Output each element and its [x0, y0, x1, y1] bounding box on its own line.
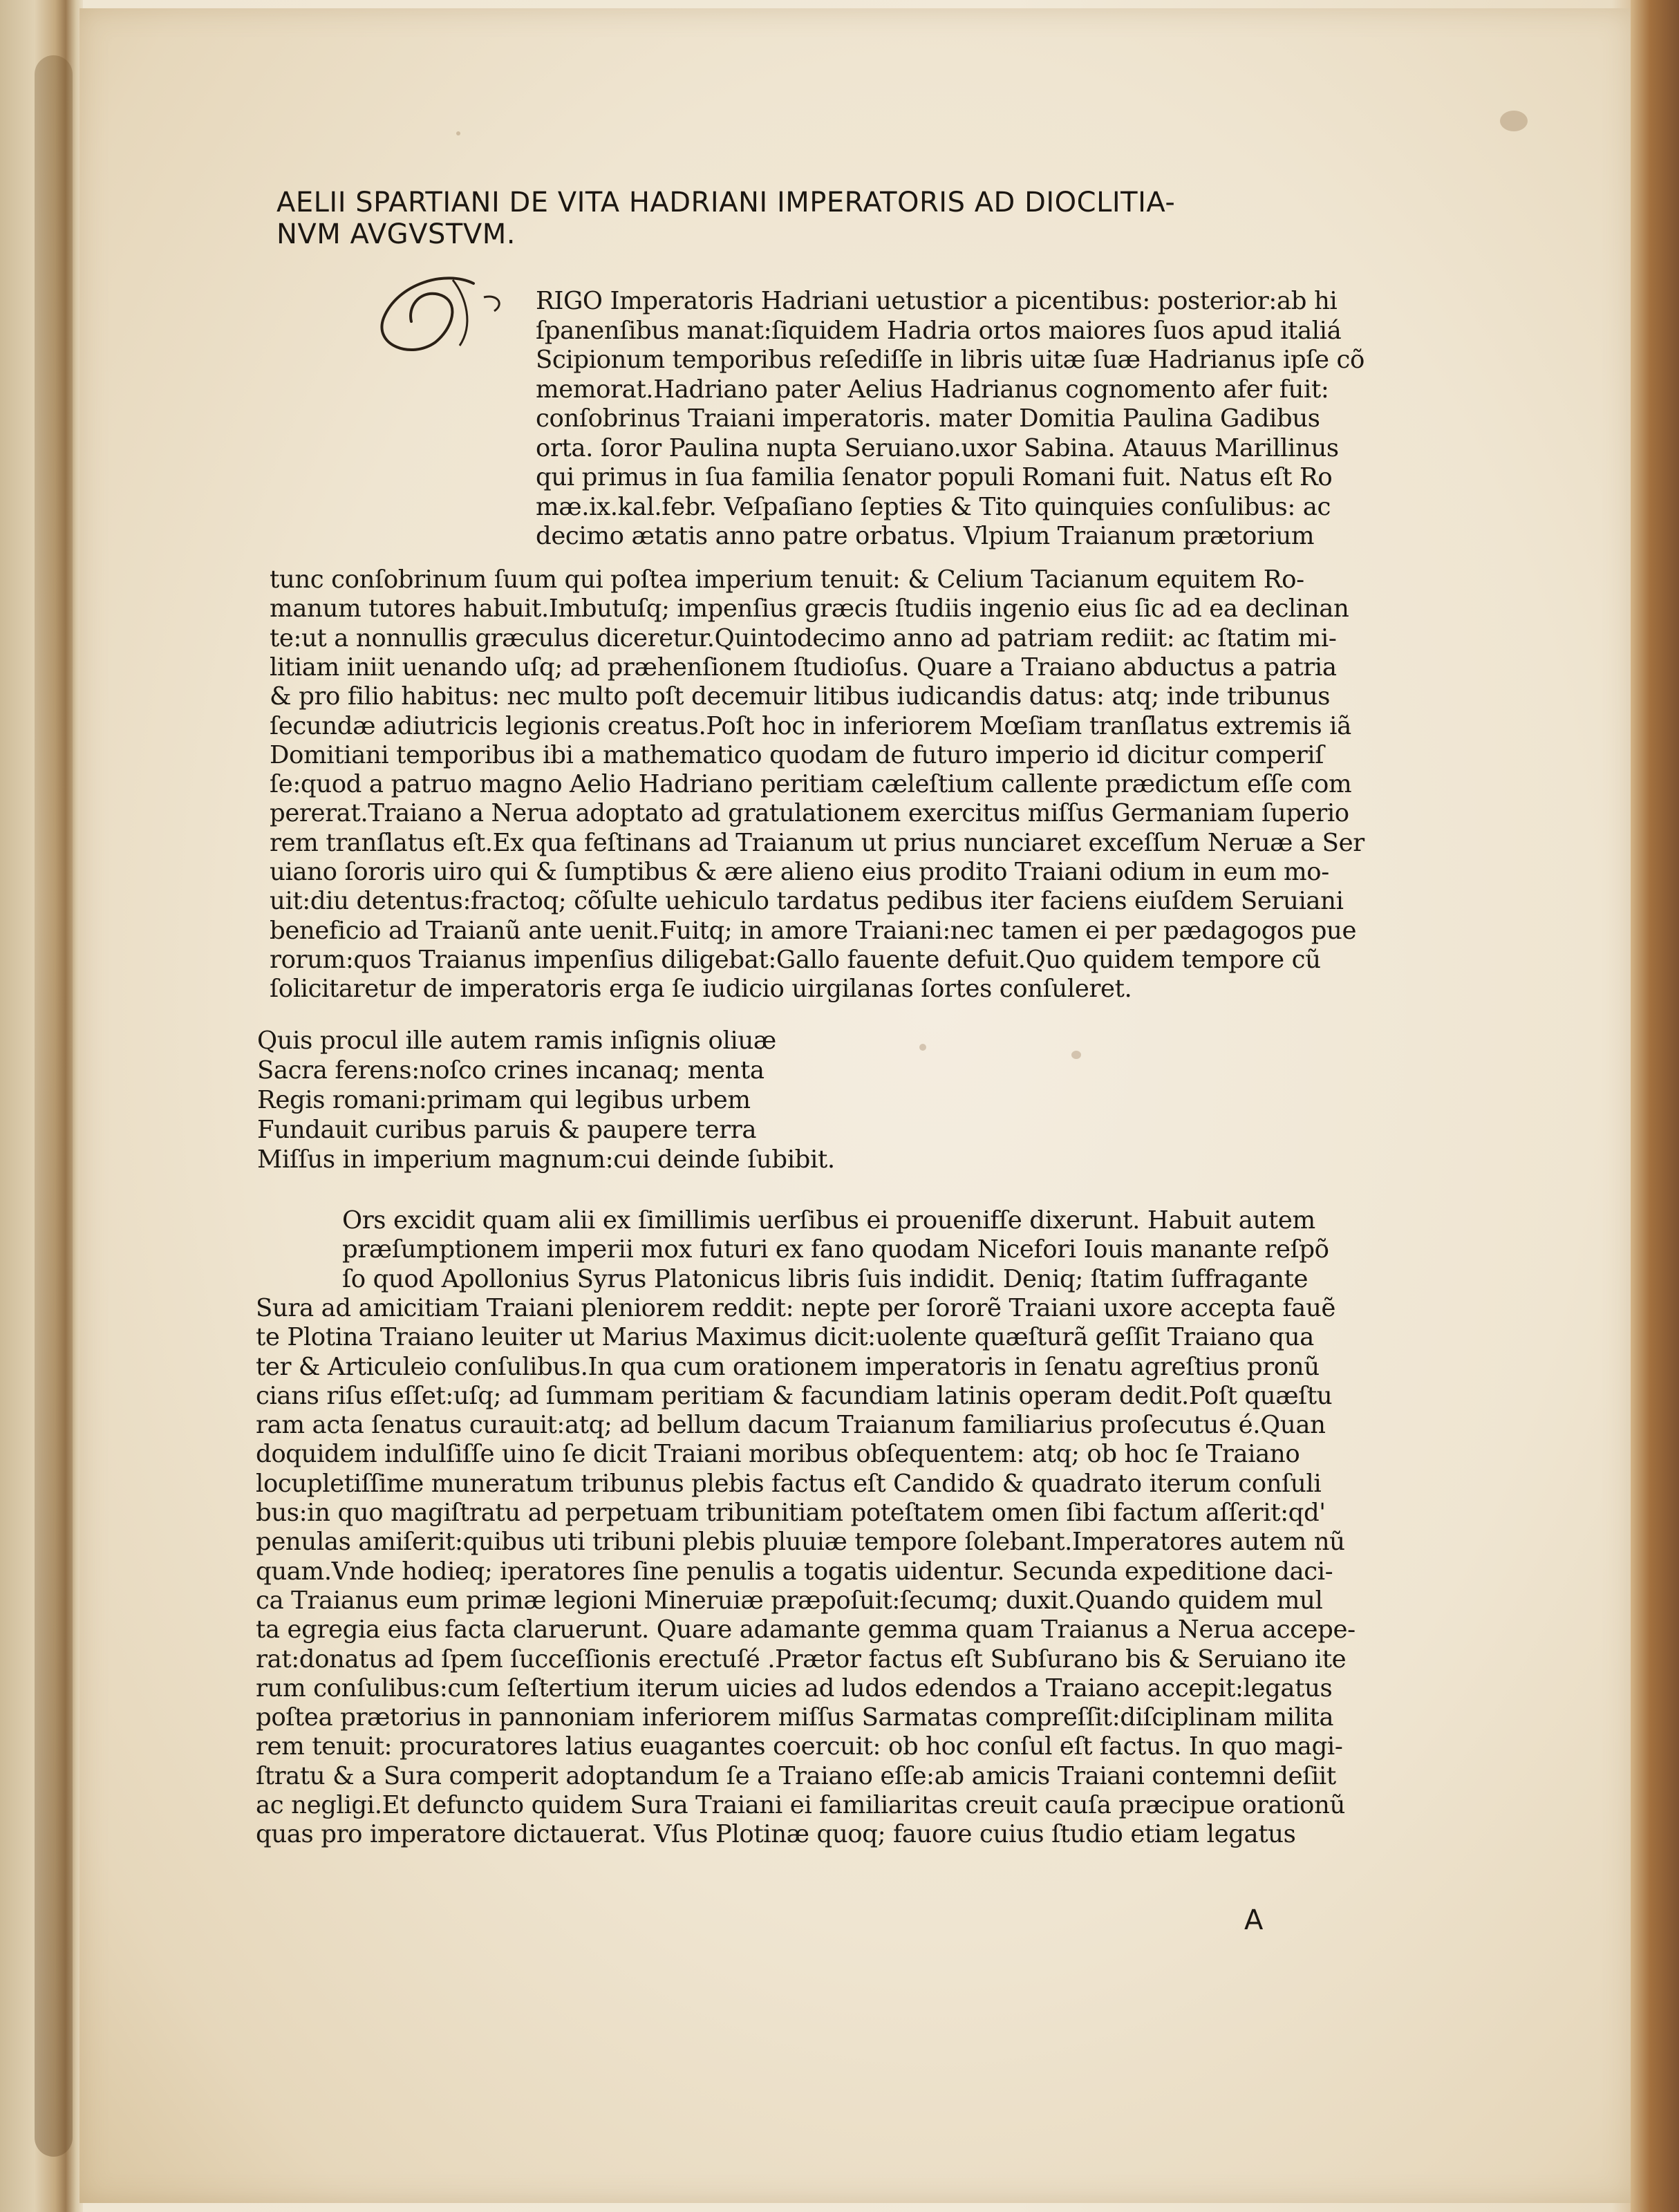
verse-line: Regis romani:primam qui legibus urbem [257, 1086, 751, 1114]
text-line: orta. ſoror Paulina nupta Seruiano.uxor Sabina. Atauus Marillinus [536, 433, 1339, 462]
text-line: locupletiſſime muneratum tribunus plebis factus eſt Candido & quadrato iterum conſuli [256, 1469, 1322, 1498]
verse-line: Sacra ferens:noſco crines incanaq; menta [257, 1056, 765, 1085]
text-line: quas pro imperatore dictauerat. Vſus Plotinæ quoq; fauore cuius ſtudio etiam legatus [256, 1820, 1296, 1849]
text-line: rum conſulibus:cum ſeſtertium iterum uicies ad ludos edendos a Traiano accepit:legatus [256, 1674, 1333, 1703]
text-line: & pro filio habitus: nec multo poſt decemuir litibus iudicandis datus: atq; inde tribunus [270, 682, 1331, 711]
text-line: ſpanenſibus manat:ſiquidem Hadria ortos maiores ſuos apud italiá [536, 316, 1342, 345]
text-line: memorat.Hadriano pater Aelius Hadrianus cognomento afer fuit: [536, 375, 1329, 404]
text-line: cians riſus eſſet:uſq; ad ſummam peritiam & facundiam latinis operam dedit.Poſt quæſtu [256, 1381, 1333, 1410]
verse-line: Fundauit curibus paruis & paupere terra [257, 1116, 757, 1144]
text-line: ter & Articuleio conſulibus.In qua cum orationem imperatoris in ſenatu agreſtius pronũ [256, 1352, 1320, 1381]
text-line: ſtratu & a Sura comperit adoptandum ſe a Traiano eſſe:ab amicis Traiani contemni deſiit [256, 1761, 1336, 1790]
verse-line: Quis procul ille autem ramis inſignis oliuæ [257, 1027, 776, 1055]
text-line: ta egregia eius facta claruerunt. Quare adamante gemma quam Traianus a Nerua accepe- [256, 1615, 1356, 1644]
text-line: uiano ſororis uiro qui & ſumptibus & ære alieno eius prodito Traiani odium in eum mo- [270, 858, 1329, 886]
text-line: te Plotina Traiano leuiter ut Marius Maximus dicit:uolente quæſturã geſſit Traiano qua [256, 1323, 1314, 1352]
text-line: decimo ætatis anno patre orbatus. Vlpium Traianum prætorium [536, 522, 1315, 550]
text-line: ſecundæ adiutricis legionis creatus.Poſt hoc in inferiorem Mœſiam tranſlatus extremis iã [270, 711, 1351, 740]
text-line: præſumptionem imperii mox futuri ex fano quodam Nicefori Iouis manante reſpõ [342, 1235, 1329, 1264]
text-line: ſe:quod a patruo magno Aelio Hadriano peritiam cæleſtium callente prædictum eſſe com [270, 770, 1352, 799]
text-line: uit:diu detentus:fractoq; cõſulte uehiculo tardatus pedibus iter faciens eiuſdem Seruiani [270, 887, 1344, 916]
text-line: ſo quod Apollonius Syrus Platonicus libris ſuis indidit. Deniq; ſtatim ſuffragante [342, 1264, 1309, 1293]
text-line: rat:donatus ad ſpem ſucceſſionis erectuſé .Prætor factus eſt Subſurano bis & Seruiano ite [256, 1644, 1347, 1674]
text-line: Ors excidit quam alii ex ſimillimis uerſibus ei prouenifſe dixerunt. Habuit autem [342, 1206, 1315, 1235]
verse-line: Miſſus in imperium magnum:cui deinde ſubibit. [257, 1145, 835, 1174]
text-line: mæ.ix.kal.febr. Veſpaſiano ſepties & Tito quinquies conſulibus: ac [536, 492, 1331, 521]
text-line: litiam iniit uenando uſq; ad præhenſionem ſtudioſus. Quare a Traiano abductus a patria [270, 653, 1337, 682]
handwritten-initial [370, 270, 508, 380]
text-line: ac negligi.Et defuncto quidem Sura Traiani ei familiaritas creuit cauſa præcipue orationũ [256, 1791, 1345, 1819]
text-line: manum tutores habuit.Imbutuſq; impenſius græcis ſtudiis ingenio eius ſic ad ea declinan [270, 594, 1349, 624]
text-line: qui primus in ſua familia ſenator populi Romani fuit. Natus eſt Ro [536, 463, 1333, 491]
text-line: ca Traianus eum primæ legioni Mineruiæ præpoſuit:ſecumq; duxit.Quando quidem mul [256, 1586, 1323, 1615]
text-line: poſtea prætorius in pannoniam inferiorem miſſus Sarmatas compreſſit:diſciplinam milita [256, 1703, 1334, 1732]
title-line: AELII SPARTIANI DE VITA HADRIANI IMPERATORIS AD DIOCLITIA- [276, 187, 1176, 218]
title-line: NVM AVGVSTVM. [276, 218, 516, 250]
text-line: rorum:quos Traianus impenſius diligebat:Gallo fauente defuit.Quo quidem tempore cũ [270, 945, 1321, 974]
text-line: conſobrinus Traiani imperatoris. mater Domitia Paulina Gadibus [536, 404, 1320, 433]
text-line: Sura ad amicitiam Traiani pleniorem reddit: nepte per ſororẽ Traiani uxore accepta fauẽ [256, 1293, 1336, 1322]
text-line: penulas amiſerit:quibus uti tribuni plebis pluuiæ tempore ſolebant.Imperatores autem nũ [256, 1528, 1345, 1557]
text-line: ram acta ſenatus curauit:atq; ad bellum dacum Traianum familiarius proſecutus é.Quan [256, 1411, 1326, 1440]
text-line: Scipionum temporibus reſediſſe in libris uitæ ſuæ Hadrianus ipſe cõ [536, 346, 1364, 374]
text-line: rem tranſlatus eſt.Ex qua feſtinans ad Traianum ut prius nunciaret exceſſum Neruæ a Ser [270, 828, 1364, 857]
signature-mark: A [1244, 1904, 1263, 1936]
text-line: beneficio ad Traianũ ante uenit.Fuitq; in amore Traiani:nec tamen ei per pædagogos pue [270, 916, 1357, 945]
text-line: ſolicitaretur de imperatoris erga ſe iudicio uirgilanas ſortes conſuleret. [270, 975, 1132, 1004]
text-line: quam.Vnde hodieq; iperatores ſine penulis a togatis uidentur. Secunda expeditione daci- [256, 1557, 1333, 1586]
text-line: pererat.Traiano a Nerua adoptato ad gratulationem exercitus miſſus Germaniam ſuperio [270, 799, 1349, 828]
text-line: bus:in quo magiſtratu ad perpetuam tribunitiam poteſtatem omen ſibi factum aſſerit:qd' [256, 1499, 1326, 1527]
text-line: rem tenuit: procuratores latius euagantes coercuit: ob hoc conſul eſt factus. In quo magi- [256, 1732, 1343, 1761]
text-line: RIGO Imperatoris Hadriani uetustior a picentibus: posterior:ab hi [536, 287, 1338, 315]
text-line: Domitiani temporibus ibi a mathematico quodam de futuro imperio id dicitur comperiſ [270, 740, 1324, 769]
text-line: te:ut a nonnullis græculus diceretur.Quintodecimo anno ad patriam rediit: ac ſtatim mi- [270, 624, 1337, 653]
text-line: doquidem indulſiſſe uino ſe dicit Traiani moribus obſequentem: atq; ob hoc ſe Traiano [256, 1440, 1300, 1469]
text-line: tunc conſobrinum ſuum qui poſtea imperium tenuit: & Celium Tacianum equitem Ro- [270, 565, 1304, 594]
